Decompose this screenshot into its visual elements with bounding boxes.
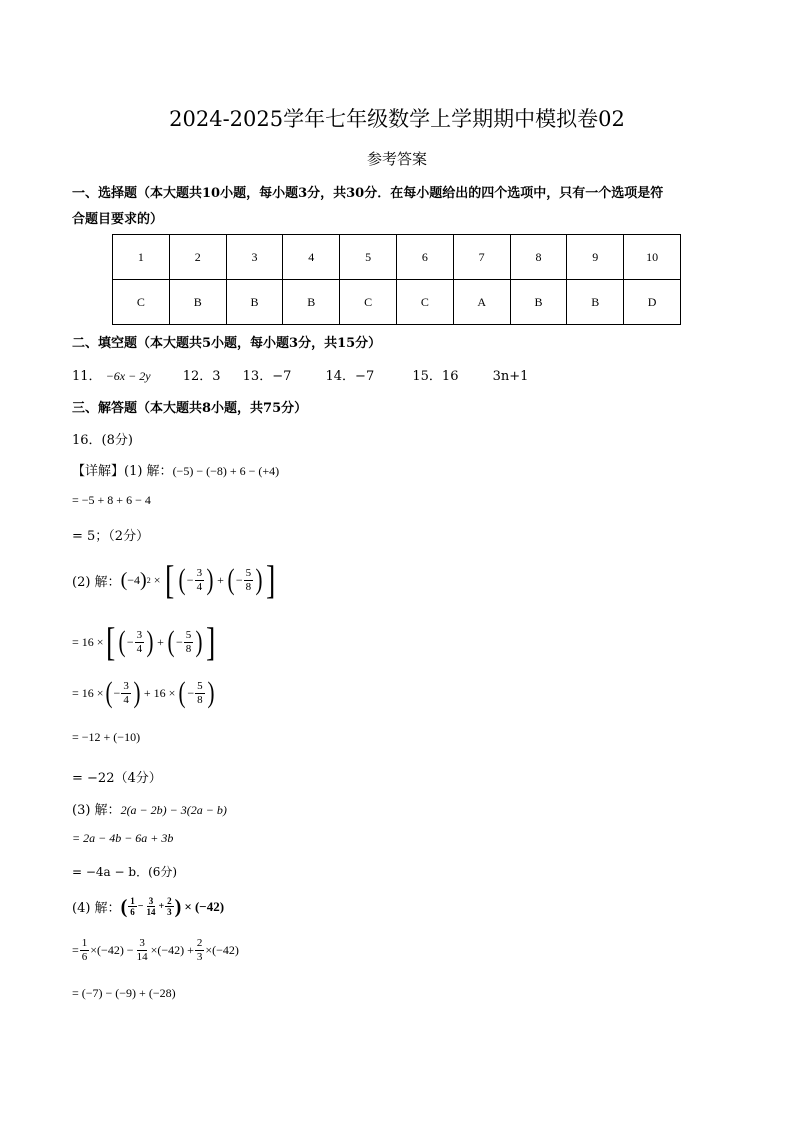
page-title: 2024-2025学年七年级数学上学期期中模拟卷02 <box>169 107 625 131</box>
question-number: 3 <box>226 235 283 280</box>
answer-table-number-row <box>113 235 681 280</box>
fill-blank-answers <box>72 365 528 384</box>
question-number: 7 <box>453 235 510 280</box>
part2-step1: = 16 × [ ( − $\frac{3}{4}$ ) + ( − $\frac{5}{8}$ ) ] <box>72 619 216 664</box>
fraction: $\frac{3}{14}$ <box>136 937 148 963</box>
fraction: $\frac{3}{4}$ <box>123 679 129 706</box>
fraction: $\frac{1}{6}$ <box>81 937 88 963</box>
section1-heading-line1: 一、选择题（本大题共10小题，每小题3分，共30分．在每小题给出的四个选项中，只有一个选项是符 <box>72 186 664 201</box>
answer-cell: B <box>226 280 283 325</box>
answer-cell: C <box>396 280 453 325</box>
fraction: $\frac{5}{8}$ <box>197 679 203 706</box>
question-number: 6 <box>396 235 453 280</box>
page-subtitle: 参考答案 <box>366 150 427 168</box>
part2-line: (2) 解： ( −4 ) 2 × [ ( − $\frac{3}{4}$ ) + ( − $\frac{5}{8}$ ) ] <box>72 557 276 602</box>
question-number: 1 <box>113 235 170 280</box>
part1-line <box>72 460 279 479</box>
part3-prefix: (3) 解： <box>72 803 121 818</box>
question-number: 4 <box>283 235 340 280</box>
answer-cell: B <box>567 280 624 325</box>
fraction: $\frac{5}{8}$ <box>245 566 252 593</box>
section2-heading: 二、填空题（本大题共5小题，每小题3分，共15分） <box>72 336 382 351</box>
question-number: 10 <box>624 235 681 280</box>
question-number: 9 <box>567 235 624 280</box>
part4-step1: = $\frac{1}{6}$ ×(−42) − $\frac{3}{14}$ ×(−42) + $\frac{2}{3}$ ×(−42) <box>72 937 239 963</box>
fraction: $\frac{3}{4}$ <box>196 566 203 593</box>
section3-heading: 三、解答题（本大题共8小题，共75分） <box>72 401 308 416</box>
q14-answer: 14．−7 <box>325 369 375 384</box>
answer-cell: D <box>624 280 681 325</box>
part4-step2: = (−7) − (−9) + (−28) <box>72 986 176 1000</box>
fraction: $\frac{2}{3}$ <box>196 937 203 963</box>
fraction: $\frac{5}{8}$ <box>185 628 192 655</box>
part1-step2: = 5；（2分） <box>72 529 150 544</box>
part1-step1: = −5 + 8 + 6 − 4 <box>72 493 151 507</box>
part3-step1: = 2a − 4b − 6a + 3b <box>72 831 174 845</box>
question-number: 2 <box>169 235 226 280</box>
answer-table-answer-row <box>113 280 681 325</box>
part3-line <box>72 799 227 818</box>
part2-prefix: (2) 解： <box>72 574 121 590</box>
fraction: $\frac{3}{4}$ <box>136 628 143 655</box>
fraction: $\frac{3}{14}$ <box>146 896 156 917</box>
part1-prefix: 【详解】(1) 解： <box>72 464 173 479</box>
question-number: 5 <box>340 235 397 280</box>
part2-step4: = −22（4分） <box>72 771 162 786</box>
q11-answer: −6x − 2y <box>105 369 151 383</box>
fraction: $\frac{1}{6}$ <box>130 896 135 917</box>
q15-answer: 15．16 <box>412 369 459 384</box>
part1-expression: (−5) − (−8) + 6 − (+4) <box>172 464 280 478</box>
part4-line: (4) 解： ( $\frac{1}{6}$ − $\frac{3}{14}$ + $\frac{2}{3}$ ) × (−42) <box>72 895 225 918</box>
part3-expression: 2(a − 2b) − 3(2a − b) <box>120 803 227 817</box>
part4-prefix: (4) 解： <box>72 901 121 916</box>
q11-label: 11． <box>72 369 102 384</box>
question-number: 8 <box>510 235 567 280</box>
answer-cell: B <box>283 280 340 325</box>
q16-label: 16．(8分) <box>72 433 133 448</box>
q15b-answer: 3n+1 <box>492 369 529 384</box>
section1-heading-line2: 合题目要求的） <box>72 212 164 227</box>
answer-cell: C <box>340 280 397 325</box>
answer-cell: B <box>169 280 226 325</box>
q12-answer: 12．3 <box>182 369 221 384</box>
part3-step2: = −4a − b．(6分) <box>72 865 178 879</box>
q13-answer: 13．−7 <box>242 369 292 384</box>
part2-step3: = −12 + (−10) <box>72 730 141 744</box>
fraction: $\frac{2}{3}$ <box>167 896 172 917</box>
answer-cell: A <box>453 280 510 325</box>
answer-table <box>112 234 681 325</box>
answer-cell: C <box>113 280 170 325</box>
part2-step2: = 16 × ( − $\frac{3}{4}$ ) + 16 × ( − $\frac{5}{8}$ ) <box>72 676 215 709</box>
answer-cell: B <box>510 280 567 325</box>
